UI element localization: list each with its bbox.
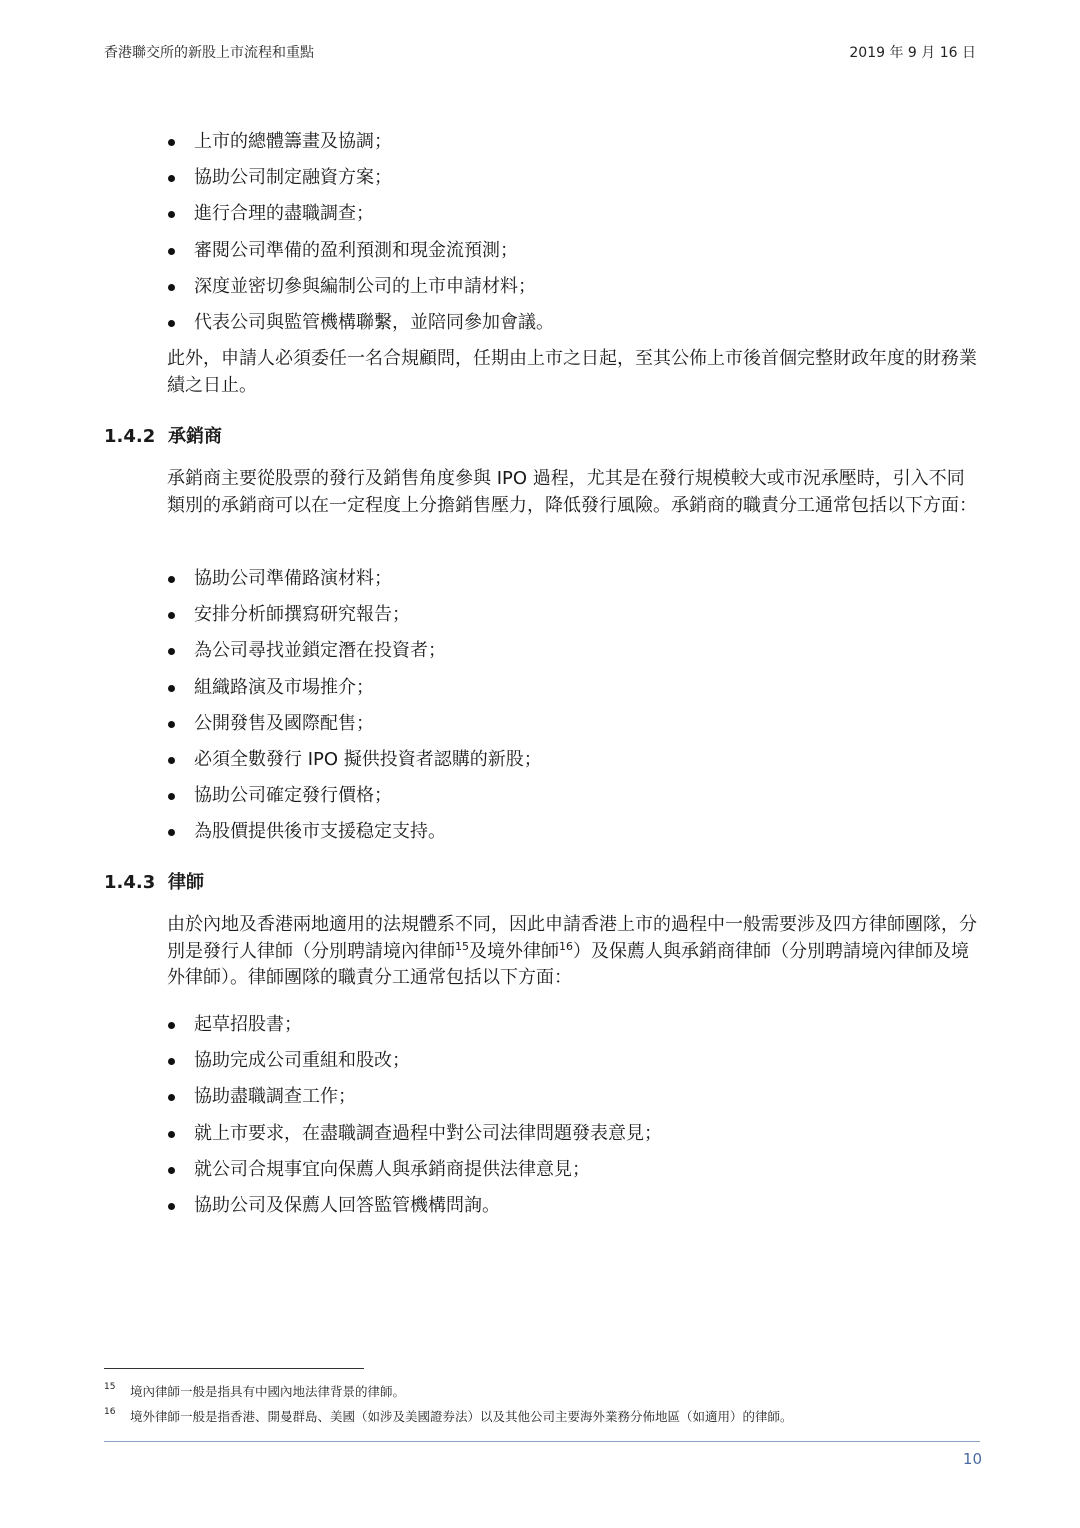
footnote-divider <box>104 1368 364 1369</box>
list-item: 協助公司準備路演材料； <box>167 561 542 597</box>
compliance-adviser-paragraph: 此外，申請人必須委任一名合規顧問，任期由上市之日起，至其公佈上市後首個完整財政年度的財務業績之日止。 <box>167 348 977 396</box>
list-item: 就上市要求，在盡職調查過程中對公司法律問題發表意見； <box>167 1116 662 1152</box>
list-item: 協助公司及保薦人回答監管機構問詢。 <box>167 1188 662 1224</box>
footnote-15 <box>104 1382 405 1400</box>
paragraph-text: 及境外律師 <box>469 940 559 962</box>
list-item: 進行合理的盡職調查； <box>167 196 554 232</box>
section-number: 1.4.3 <box>104 872 156 893</box>
list-item: 協助盡職調查工作； <box>167 1079 662 1115</box>
list-item: 代表公司與監管機構聯繫，並陪同參加會議。 <box>167 305 554 341</box>
running-header-date: 2019 年 9 月 16 日 <box>849 45 976 61</box>
footnote-ref-15[interactable]: 15 <box>455 939 469 953</box>
page-footer-divider <box>104 1441 980 1442</box>
list-item: 上市的總體籌畫及協調； <box>167 124 554 160</box>
section-title: 承銷商 <box>168 426 222 447</box>
underwriter-duties-list <box>167 561 542 851</box>
sponsor-duties-list <box>167 124 554 341</box>
lawyers-intro-paragraph <box>167 912 979 992</box>
underwriter-intro-paragraph: 承銷商主要從股票的發行及銷售角度參與 IPO 過程，尤其是在發行規模較大或市況承壓時，引入不同類別的承銷商可以在一定程度上分擔銷售壓力，降低發行風險。承銷商的職責分工通常包括以下方面： <box>167 468 977 516</box>
list-item: 組織路演及市場推介； <box>167 670 542 706</box>
footnote-16 <box>104 1407 793 1425</box>
footnote-number: 15 <box>104 1382 116 1392</box>
list-item: 必須全數發行 IPO 擬供投資者認購的新股； <box>167 742 542 778</box>
list-item: 深度並密切參與編制公司的上市申請材料； <box>167 269 554 305</box>
list-item: 審閱公司準備的盈利預測和現金流預測； <box>167 233 554 269</box>
list-item: 安排分析師撰寫研究報告； <box>167 597 542 633</box>
list-item: 協助完成公司重組和股改； <box>167 1043 662 1079</box>
section-heading-1-4-2 <box>104 422 222 448</box>
list-item: 協助公司確定發行價格； <box>167 778 542 814</box>
lawyer-duties-list <box>167 1007 662 1224</box>
footnote-number: 16 <box>104 1407 116 1417</box>
section-heading-1-4-3 <box>104 868 204 894</box>
section-title: 律師 <box>168 872 204 893</box>
list-item: 起草招股書； <box>167 1007 662 1043</box>
list-item: 為股價提供後市支援稳定支持。 <box>167 814 542 850</box>
footnote-text: 境外律師一般是指香港、開曼群島、美國（如涉及美國證券法）以及其他公司主要海外業務分佈地區（如適用）的律師。 <box>130 1409 793 1424</box>
list-item: 協助公司制定融資方案； <box>167 160 554 196</box>
footnote-ref-16[interactable]: 16 <box>559 939 573 953</box>
paragraph-text: ）及保薦人與承銷商律師（分別聘請境內律師及境外律師）。律師團隊的職責分工通常包括以下方面： <box>167 940 969 988</box>
list-item: 為公司尋找並鎖定潛在投資者； <box>167 633 542 669</box>
footnote-text: 境內律師一般是指具有中國內地法律背景的律師。 <box>130 1384 406 1399</box>
running-header-title: 香港聯交所的新股上市流程和重點 <box>104 45 314 61</box>
page-number: 10 <box>962 1450 982 1468</box>
section-number: 1.4.2 <box>104 426 156 447</box>
list-item: 公開發售及國際配售； <box>167 706 542 742</box>
list-item: 就公司合規事宜向保薦人與承銷商提供法律意見； <box>167 1152 662 1188</box>
paragraph-text: 由於內地及香港兩地適用的法規體系不同，因此申請香港上市的過程中一般需要涉及四方律師團隊，分別是發行人律師（分別聘請境內律師 <box>167 914 977 962</box>
